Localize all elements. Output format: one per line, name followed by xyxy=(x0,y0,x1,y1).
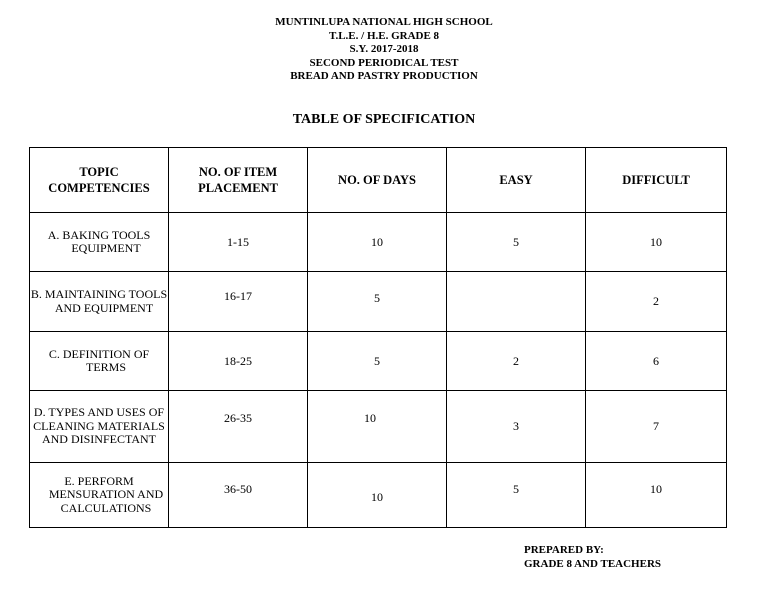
test-name: SECOND PERIODICAL TEST xyxy=(309,56,459,69)
difficult-cell: 7 xyxy=(586,391,727,463)
table-row xyxy=(30,213,727,272)
specification-table xyxy=(29,147,727,528)
easy-cell: 5 xyxy=(447,463,586,528)
topic-cell: C. DEFINITION OF TERMS xyxy=(30,332,169,391)
table-row xyxy=(30,332,727,391)
easy-cell xyxy=(447,272,586,332)
course-name: BREAD AND PASTRY PRODUCTION xyxy=(290,70,478,82)
table-row xyxy=(30,272,727,332)
topic-cell: B. MAINTAINING TOOLS AND EQUIPMENT xyxy=(30,272,169,332)
difficult-cell: 6 xyxy=(586,332,727,391)
item-placement-cell: 1-15 xyxy=(169,213,308,272)
days-cell: 5 xyxy=(308,332,447,391)
item-placement-cell: 36-50 xyxy=(169,463,308,528)
page-title: TABLE OF SPECIFICATION xyxy=(292,112,476,127)
table-row xyxy=(30,463,727,528)
table-row xyxy=(30,391,727,463)
topic-cell: A. BAKING TOOLS EQUIPMENT xyxy=(30,213,169,272)
school-name: MUNTINLUPA NATIONAL HIGH SCHOOL xyxy=(275,16,493,28)
item-placement-cell: 16-17 xyxy=(169,272,308,332)
days-cell: 10 xyxy=(308,213,447,272)
item-placement-cell: 26-35 xyxy=(169,391,308,463)
days-cell: 10 xyxy=(308,391,447,463)
topic-cell: D. TYPES AND USES OF CLEANING MATERIALS AND DISINFECTANT xyxy=(30,391,169,463)
easy-cell: 3 xyxy=(447,391,586,463)
school-year: S.Y. 2017-2018 xyxy=(349,43,419,55)
table-header-row xyxy=(30,148,727,213)
prepared-by-label: PREPARED BY: xyxy=(524,544,604,556)
easy-cell: 5 xyxy=(447,213,586,272)
column-header-easy: EASY xyxy=(447,148,586,213)
days-cell: 5 xyxy=(308,272,447,332)
topic-cell: E. PERFORM MENSURATION AND CALCULATIONS xyxy=(30,463,169,528)
subject-line: T.L.E. / H.E. GRADE 8 xyxy=(328,29,440,42)
column-header-difficult: DIFFICULT xyxy=(586,148,727,213)
prepared-by-block xyxy=(524,544,661,571)
column-header-days: NO. OF DAYS xyxy=(308,148,447,213)
document-header xyxy=(0,16,768,84)
easy-cell: 2 xyxy=(447,332,586,391)
item-placement-cell: 18-25 xyxy=(169,332,308,391)
column-header-item-placement: NO. OF ITEM PLACEMENT xyxy=(169,148,308,213)
difficult-cell: 10 xyxy=(586,213,727,272)
difficult-cell: 2 xyxy=(586,272,727,332)
difficult-cell: 10 xyxy=(586,463,727,528)
prepared-by-name: GRADE 8 AND TEACHERS xyxy=(524,557,662,570)
days-cell: 10 xyxy=(308,463,447,528)
column-header-topic: TOPIC COMPETENCIES xyxy=(30,148,169,213)
